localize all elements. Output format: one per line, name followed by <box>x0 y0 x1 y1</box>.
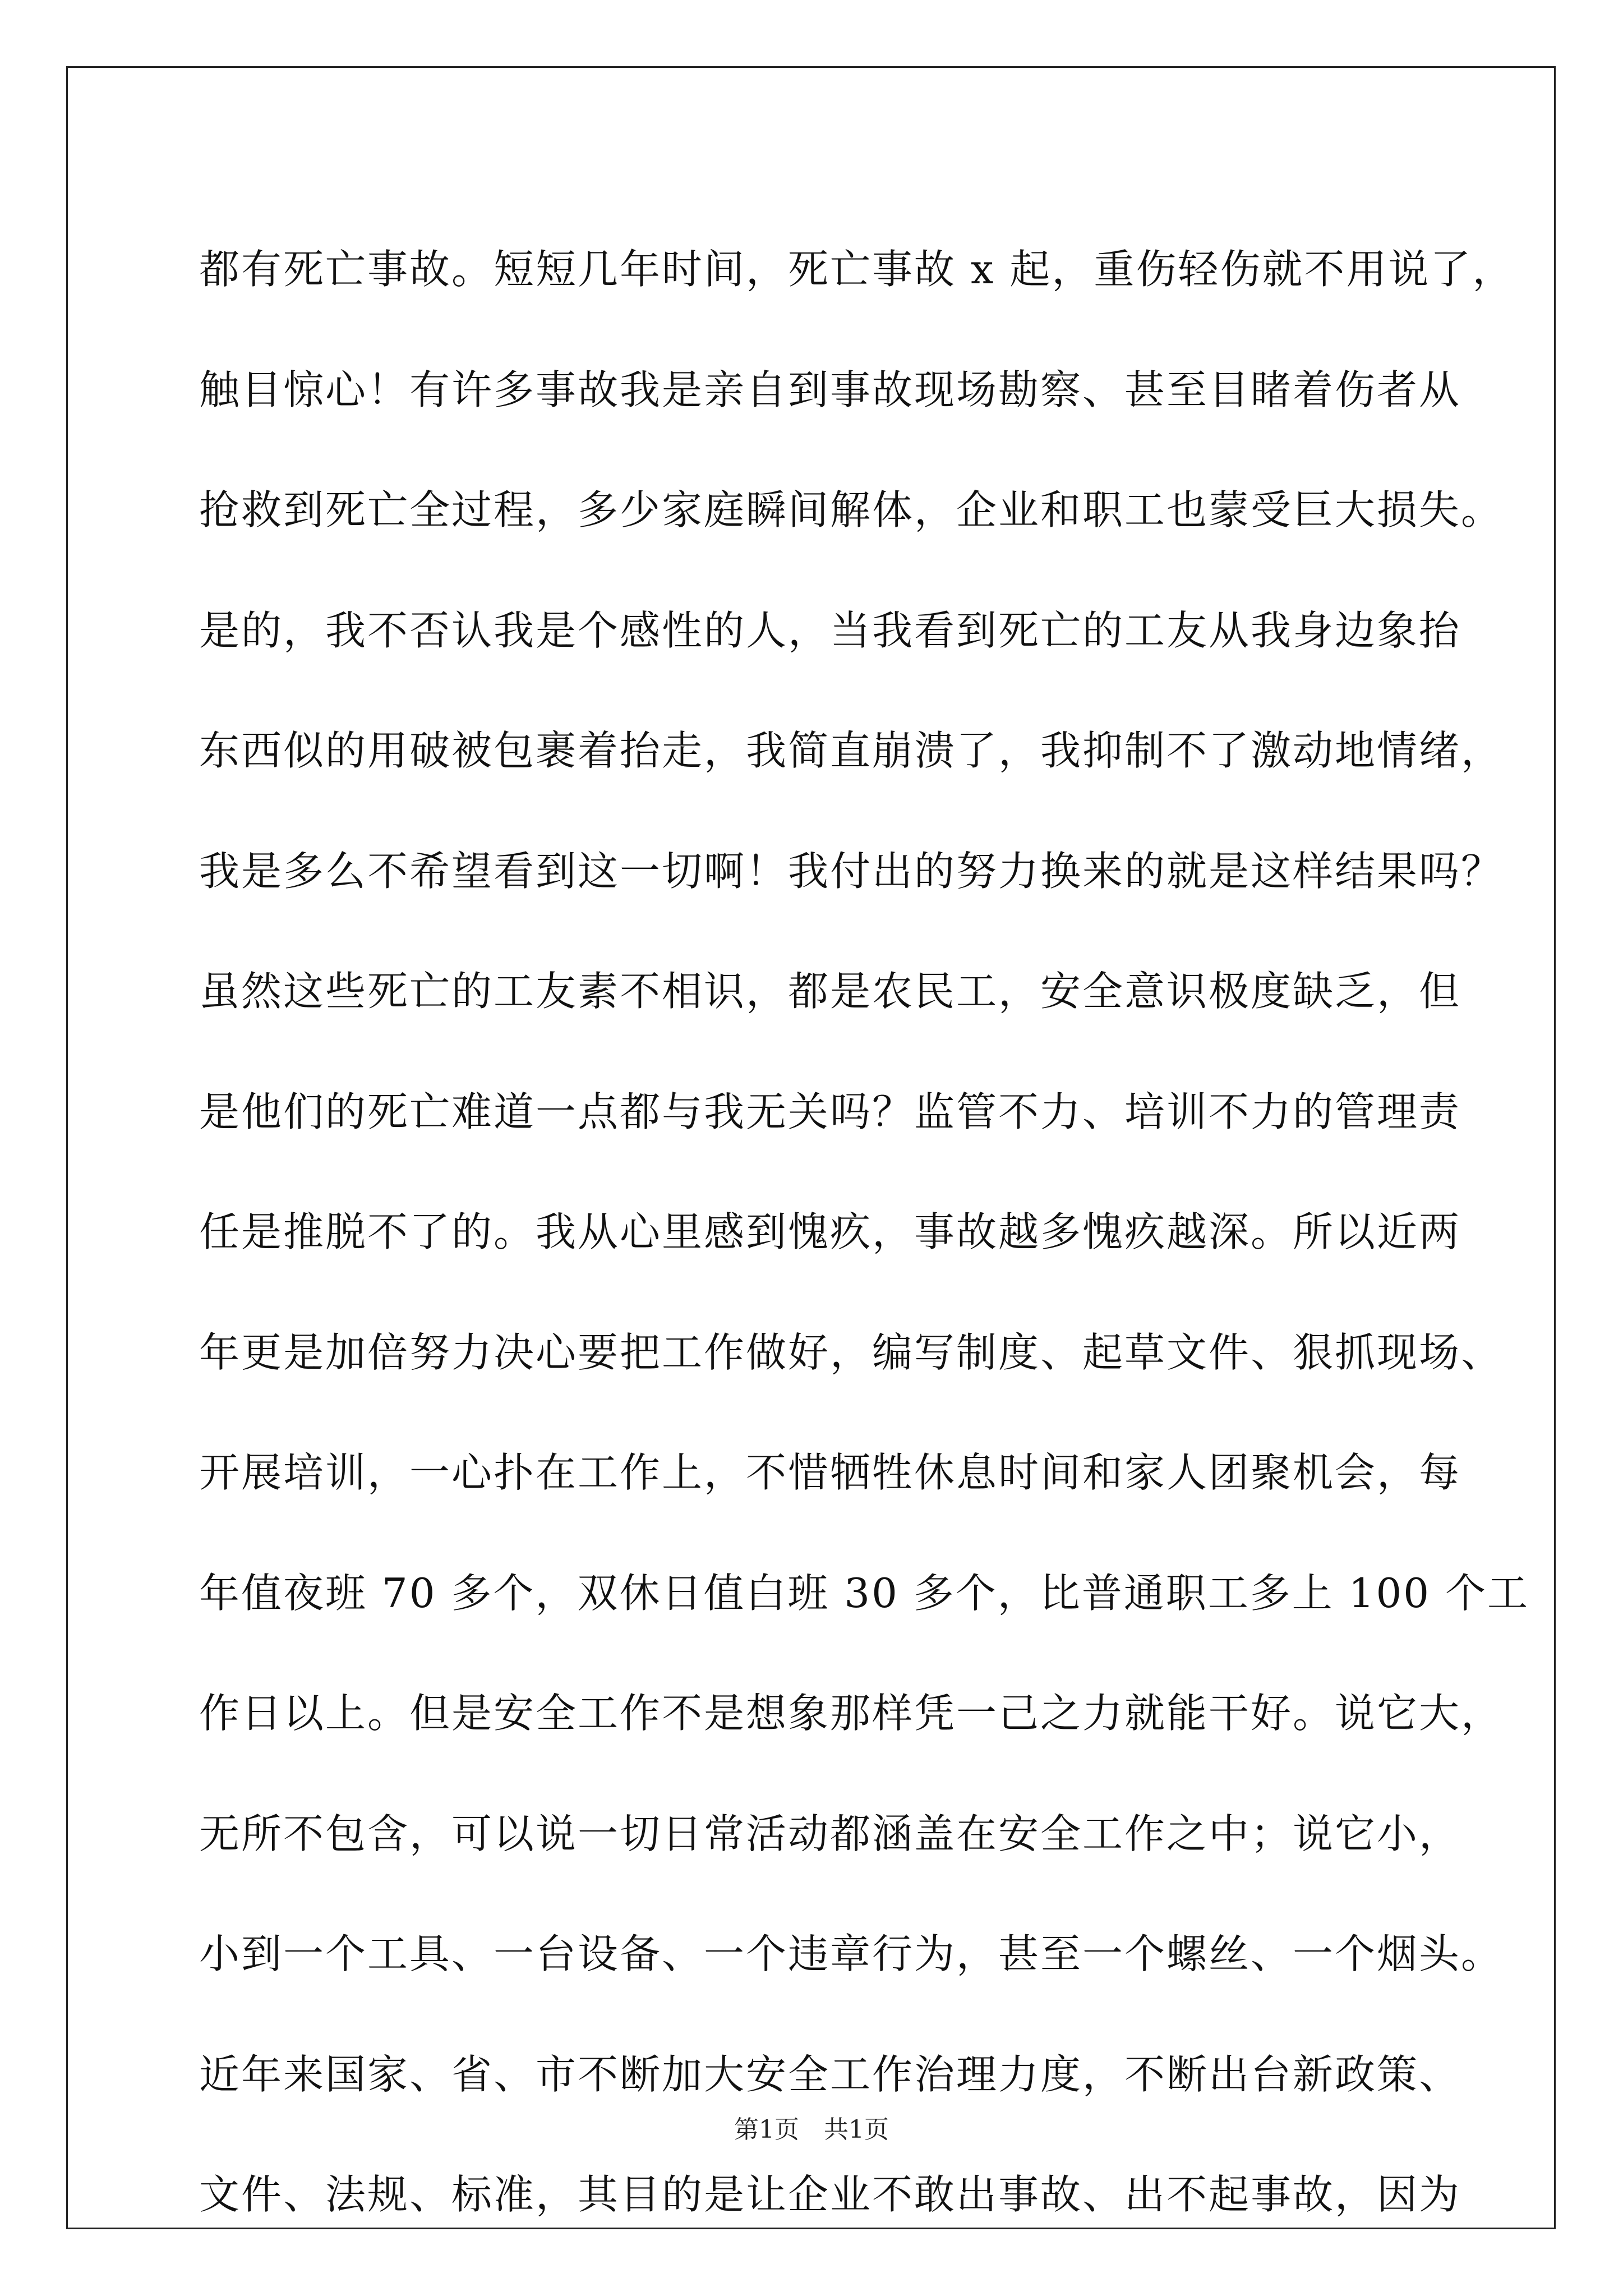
text-line: 虽然这些死亡的工友素不相识，都是农民工，安全意识极度缺乏，但 <box>199 968 1461 1015</box>
text-line: 无所不包含，可以说一切日常活动都涵盖在安全工作之中；说它小， <box>199 1810 1461 1857</box>
text-line: 是的，我不否认我是个感性的人，当我看到死亡的工友从我身边象抬 <box>199 606 1461 654</box>
text-line: 年值夜班 70 多个，双休日值白班 30 多个，比普通职工多上 100 个工 <box>199 1569 1529 1617</box>
text-line: 作日以上。但是安全工作不是想象那样凭一己之力就能干好。说它大， <box>199 1690 1504 1737</box>
text-line: 是他们的死亡难道一点都与我无关吗？监管不力、培训不力的管理责 <box>199 1088 1461 1135</box>
page-number-footer: 第1页 共1页 <box>734 2115 889 2144</box>
text-line: 近年来国家、省、市不断加大安全工作治理力度，不断出台新政策、 <box>199 2050 1461 2098</box>
text-line: 抢救到死亡全过程，多少家庭瞬间解体，企业和职工也蒙受巨大损失。 <box>199 486 1504 533</box>
document-body <box>199 213 1529 2259</box>
text-line: 开展培训，一心扑在工作上，不惜牺牲休息时间和家人团聚机会，每 <box>199 1449 1461 1496</box>
text-line: 年更是加倍努力决心要把工作做好，编写制度、起草文件、狠抓现场、 <box>199 1328 1504 1376</box>
text-line: 触目惊心！有许多事故我是亲自到事故现场勘察、甚至目睹着伤者从 <box>199 366 1461 413</box>
text-line: 文件、法规、标准，其目的是让企业不敢出事故、出不起事故，因为 <box>199 2171 1461 2218</box>
text-line: 我是多么不希望看到这一切啊！我付出的努力换来的就是这样结果吗？ <box>199 847 1504 895</box>
text-line: 小到一个工具、一台设备、一个违章行为，甚至一个螺丝、一个烟头。 <box>199 1930 1504 1977</box>
text-line: 任是推脱不了的。我从心里感到愧疚，事故越多愧疚越深。所以近两 <box>199 1208 1461 1255</box>
text-line: 都有死亡事故。短短几年时间，死亡事故 x 起，重伤轻伤就不用说了， <box>199 246 1515 293</box>
text-line: 东西似的用破被包裹着抬走，我简直崩溃了，我抑制不了激动地情绪， <box>199 727 1504 774</box>
